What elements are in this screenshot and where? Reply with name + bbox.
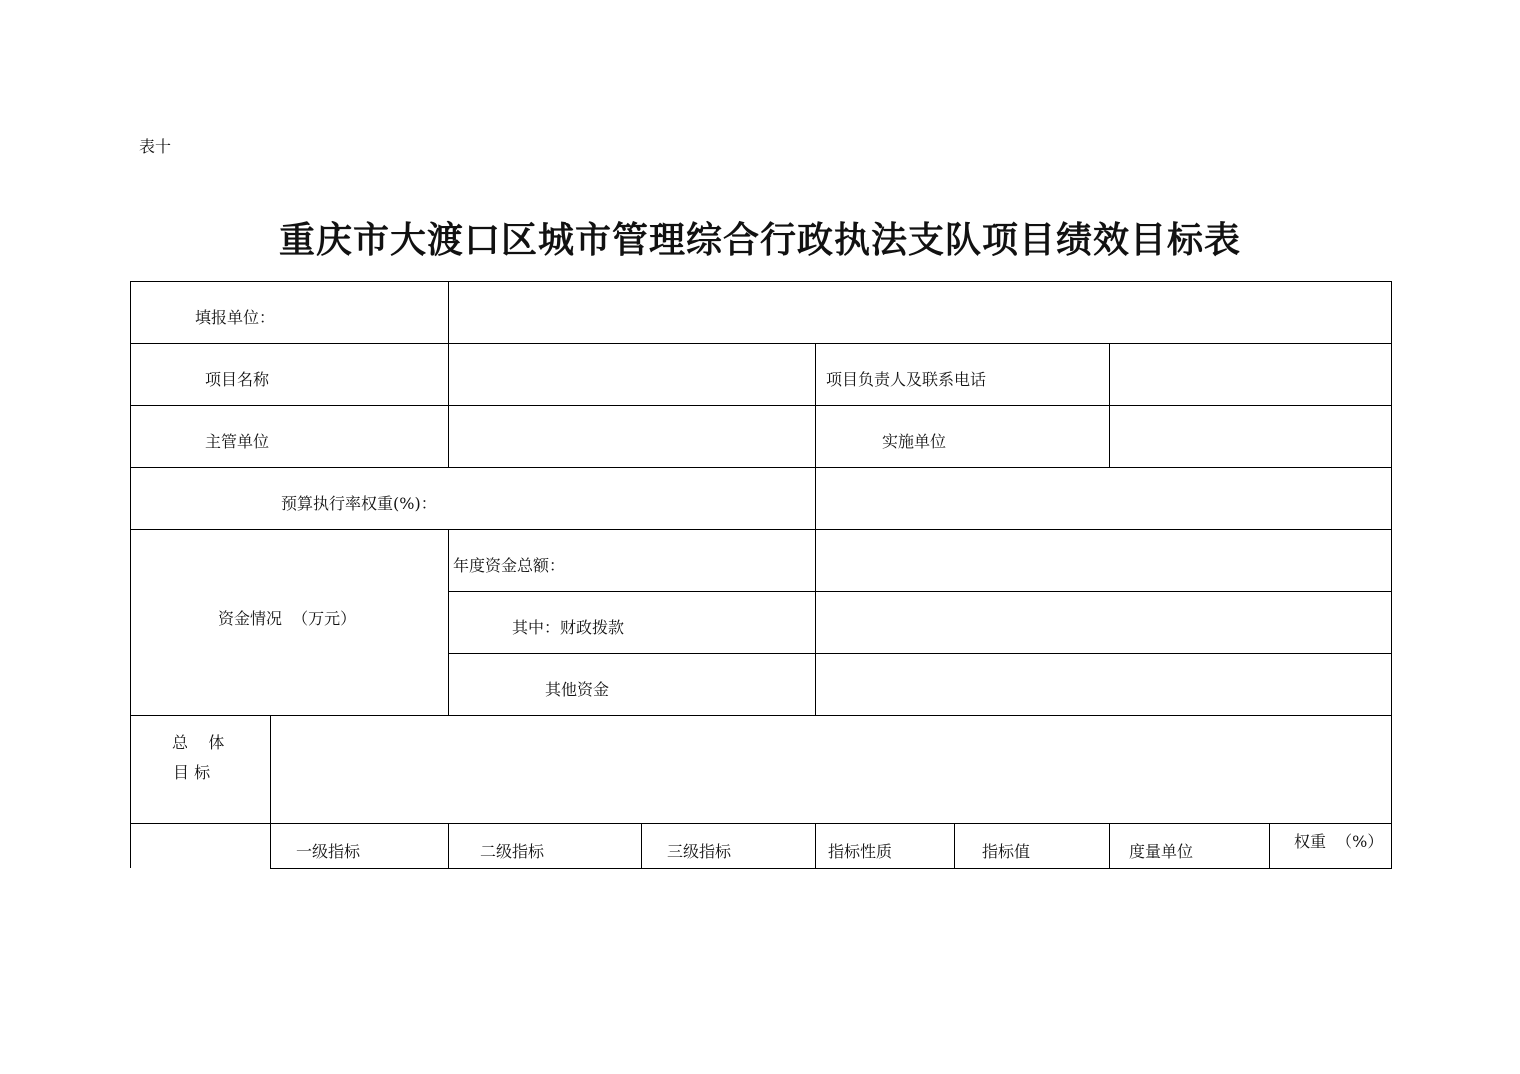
grid-line [448,653,1392,654]
grid-line [1391,281,1392,869]
grid-line [270,715,271,868]
reporting-unit-label: 填报单位： [195,308,276,327]
grid-line [954,823,955,868]
grid-line [1269,823,1270,868]
project-name-label: 项目名称 [205,370,270,389]
overall-goal-label-line2: 目 标 [173,763,211,782]
implementing-unit-label: 实施单位 [882,432,947,451]
header-measure-unit: 度量单位 [1129,842,1194,861]
supervising-unit-label: 主管单位 [205,432,270,451]
grid-line [1109,343,1110,467]
grid-line [1109,823,1110,868]
grid-line [448,591,1392,592]
project-leader-label: 项目负责人及联系电话 [826,370,987,389]
header-indicator-nature: 指标性质 [828,842,893,861]
header-level1-indicator: 一级指标 [296,842,361,861]
grid-line [130,467,1392,468]
grid-line [130,405,1392,406]
header-level3-indicator: 三级指标 [667,842,732,861]
grid-line [448,823,449,868]
other-funds-label: 其他资金 [545,680,610,699]
grid-line [641,823,642,868]
header-weight: 权重 （%） [1294,832,1384,851]
table-number: 表十 [139,137,172,156]
grid-line [448,281,449,467]
grid-line [815,343,816,715]
budget-rate-weight-label: 预算执行率权重(%)： [281,494,437,513]
page-title: 重庆市大渡口区城市管理综合行政执法支队项目绩效目标表 [278,219,1241,261]
grid-line [130,281,131,868]
grid-line [130,343,1392,344]
annual-total-label: 年度资金总额： [453,556,566,575]
grid-line [130,529,1392,530]
header-level2-indicator: 二级指标 [480,842,545,861]
grid-line [270,868,1392,869]
grid-line [448,529,449,715]
funds-label: 资金情况 （万元） [218,609,357,628]
fiscal-allocation-label: 其中：财政拨款 [512,618,625,637]
grid-line [130,281,1392,282]
overall-goal-label-line1: 总 体 [172,733,225,752]
grid-line [130,715,1392,716]
grid-line [815,823,816,868]
header-indicator-value: 指标值 [982,842,1031,861]
grid-line [130,823,1392,824]
